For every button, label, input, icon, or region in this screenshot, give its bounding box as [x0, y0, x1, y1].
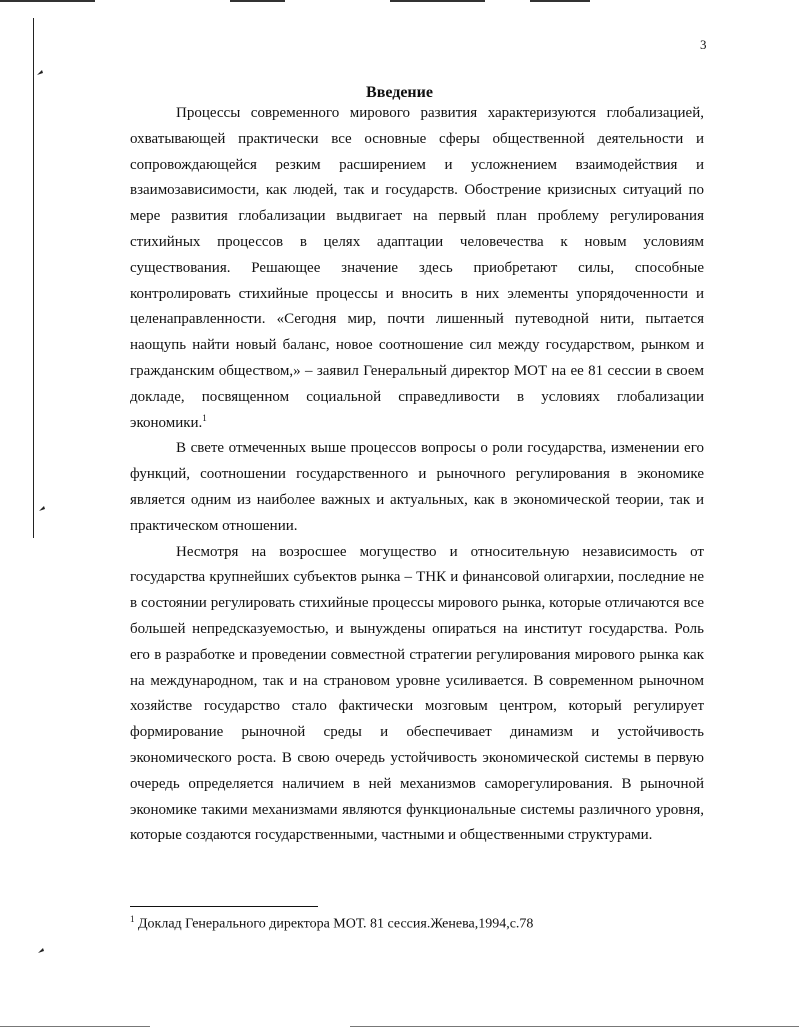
punch-mark-icon	[38, 948, 44, 954]
punch-mark-icon	[39, 506, 45, 512]
body-text	[130, 101, 704, 849]
footnote-divider	[130, 906, 318, 907]
scan-artifact-line	[390, 0, 485, 2]
paragraph	[130, 101, 704, 436]
paragraph: Несмотря на возросшее могущество и относительную независимость от государства крупнейших субъектов рынка – ТНК и финансовой олигархии, последние не в состоянии регулировать стихийные процессы мирового рынка, которые отличаются все большей непредсказуемостью, и вынуждены опираться на институт государства. Роль его в разработке и проведении совместной стратегии регулирования мирового рынка как на международном, так и на страновом уровне усиливается. В современном рыночном хозяйстве государство стало фактически мозговым центром, который регулирует формирование рыночной среды и обеспечивает динамизм и устойчивость экономического роста. В свою очередь устойчивость экономической системы в первую очередь определяется наличием в ней механизмов саморегулирования. В рыночной экономике такими механизмами являются функциональные системы различного уровня, которые создаются государственными, частными и общественными структурами.	[130, 543, 704, 844]
scan-artifact-line	[530, 0, 590, 2]
page-number: 3	[700, 37, 707, 52]
scan-artifact-line	[0, 1026, 150, 1027]
paragraph-text: Процессы современного мирового развития характеризуются глобализацией, охватывающей практически все основные сферы общественной деятельности и сопровождающейся резким расширением и усложнением взаимодействия и взаимозависимости, как людей, так и государств. Обострение кризисных ситуаций по мере развития глобализации выдвигает на первый план проблему регулирования стихийных процессов в целях адаптации человечества к новым условиям существования. Решающее значение здесь приобретают силы, способные контролировать стихийные процессы и вносить в них элементы упорядоченности и целенаправленности. «Сегодня мир, почти лишенный путеводной нити, пытается наощупь найти новый баланс, новое соотношение сил между государством, рынком и гражданским обществом,» – заявил Генеральный директор МОТ на ее 81 сессии в своем докладе, посвященном социальной справедливости в условиях глобализации экономики.	[130, 105, 704, 431]
scan-artifact-line	[230, 0, 285, 2]
scan-artifact-line	[350, 1026, 799, 1027]
paragraph: В свете отмеченных выше процессов вопросы о роли государства, изменении его функций, соотношении государственного и рыночного регулирования в экономике является одним из наиболее важных и актуальных, как в экономической теории, так и практическом отношении.	[130, 440, 704, 534]
footnote-text: Доклад Генерального директора МОТ. 81 сессия.Женева,1994,с.78	[134, 916, 534, 932]
footnote-reference[interactable]: 1	[202, 412, 207, 423]
footnote	[130, 914, 533, 933]
punch-mark-icon	[37, 70, 43, 76]
footnote-marker: 1	[130, 914, 135, 924]
section-title: Введение	[366, 84, 433, 101]
scan-artifact-line	[0, 0, 95, 2]
